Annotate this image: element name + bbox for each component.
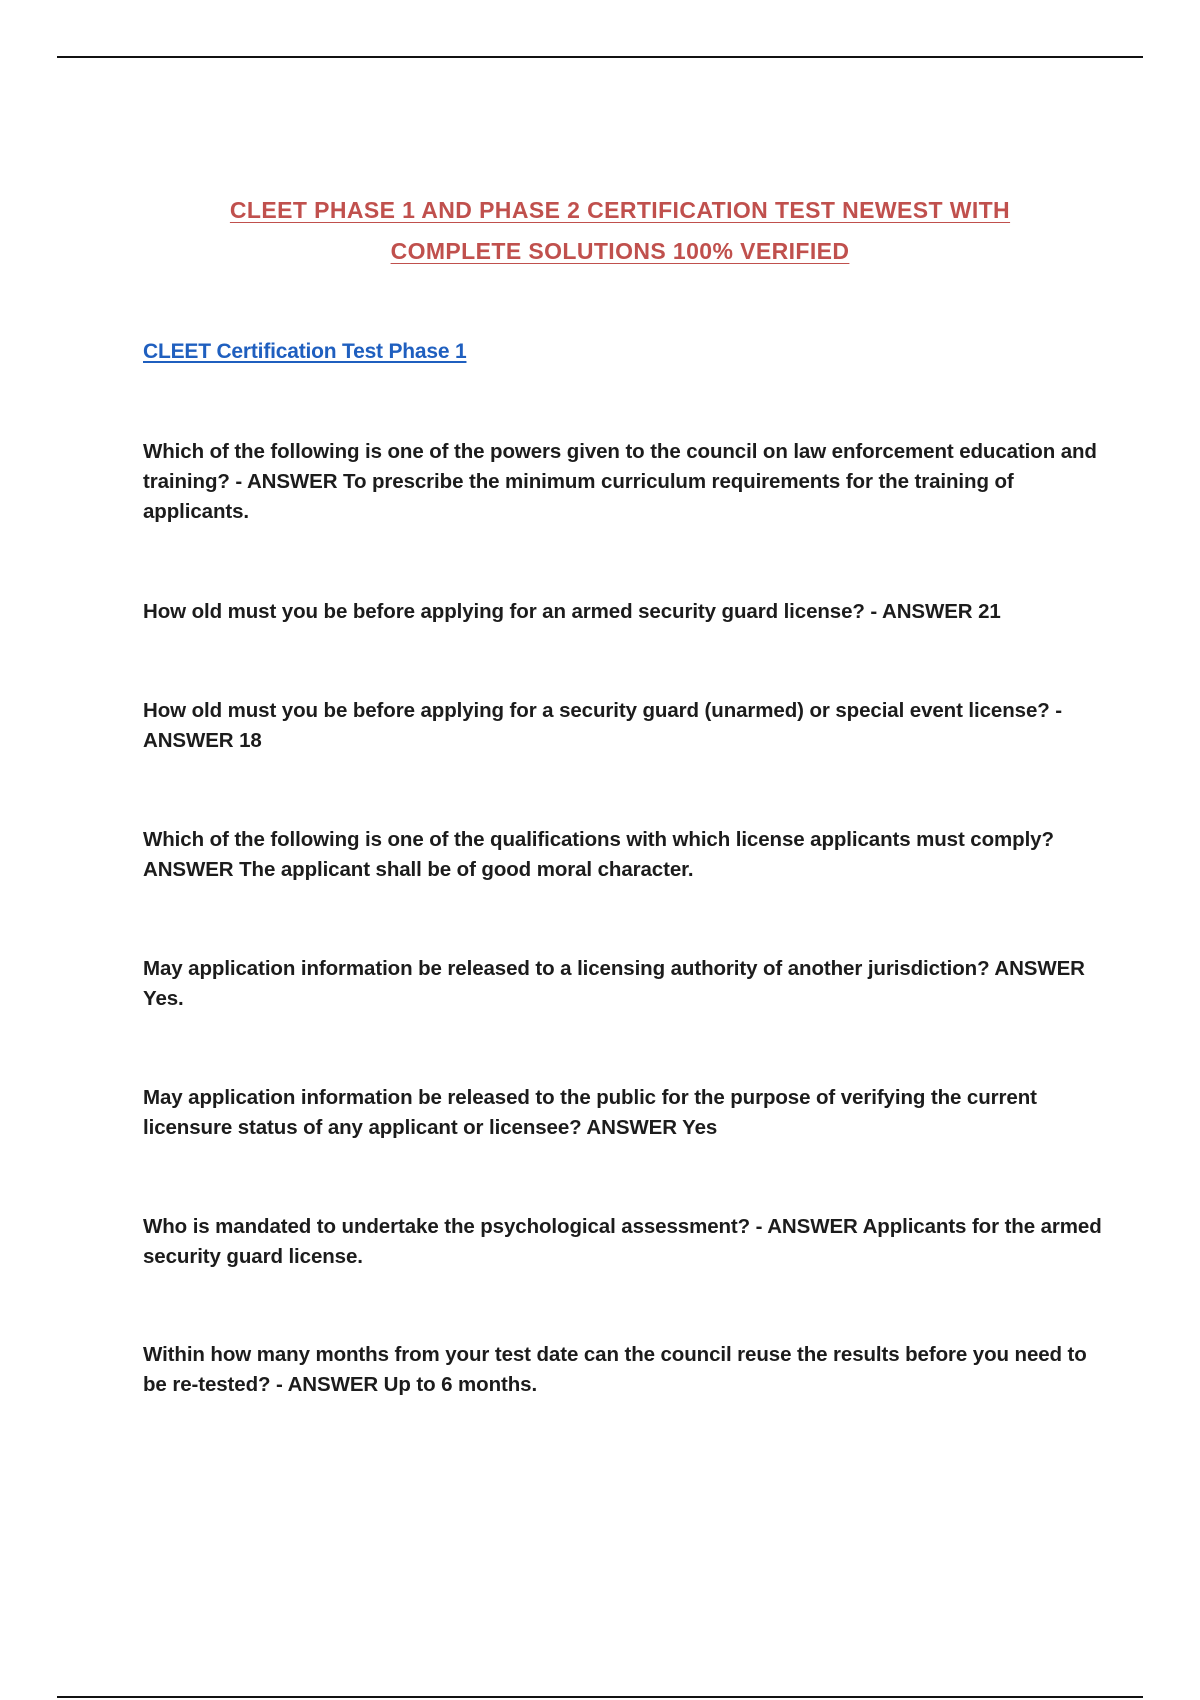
top-rule [57, 56, 1143, 58]
qa-item: May application information be released to the public for the purpose of verifying the current licensure status of any applicant or licensee? ANSWER Yes [143, 1086, 1037, 1139]
qa-item: Within how many months from your test date can the council reuse the results before you need to be re-tested? - ANSWER Up to 6 months. [143, 1343, 1087, 1396]
qa-item: Which of the following is one of the powers given to the council on law enforcement education and training? - ANSWER To prescribe the minimum curriculum requirements for the training of applicants. [143, 440, 1097, 523]
qa-item: How old must you be before applying for a security guard (unarmed) or special event license? - ANSWER 18 [143, 699, 1062, 752]
qa-item: May application information be released to a licensing authority of another jurisdiction? ANSWER Yes. [143, 957, 1085, 1010]
bottom-rule [57, 1696, 1143, 1698]
qa-item: How old must you be before applying for an armed security guard license? - ANSWER 21 [143, 600, 1001, 623]
qa-item: Which of the following is one of the qualifications with which license applicants must comply? ANSWER The applicant shall be of good moral character. [143, 828, 1054, 881]
document-title [140, 190, 1100, 272]
section-heading-link[interactable]: CLEET Certification Test Phase 1 [143, 340, 467, 363]
document-title-line-1: CLEET PHASE 1 AND PHASE 2 CERTIFICATION TEST NEWEST WITH [229, 197, 1011, 223]
document-title-line-2: COMPLETE SOLUTIONS 100% VERIFIED [390, 238, 850, 264]
qa-item: Who is mandated to undertake the psychological assessment? - ANSWER Applicants for the armed security guard license. [143, 1215, 1102, 1268]
